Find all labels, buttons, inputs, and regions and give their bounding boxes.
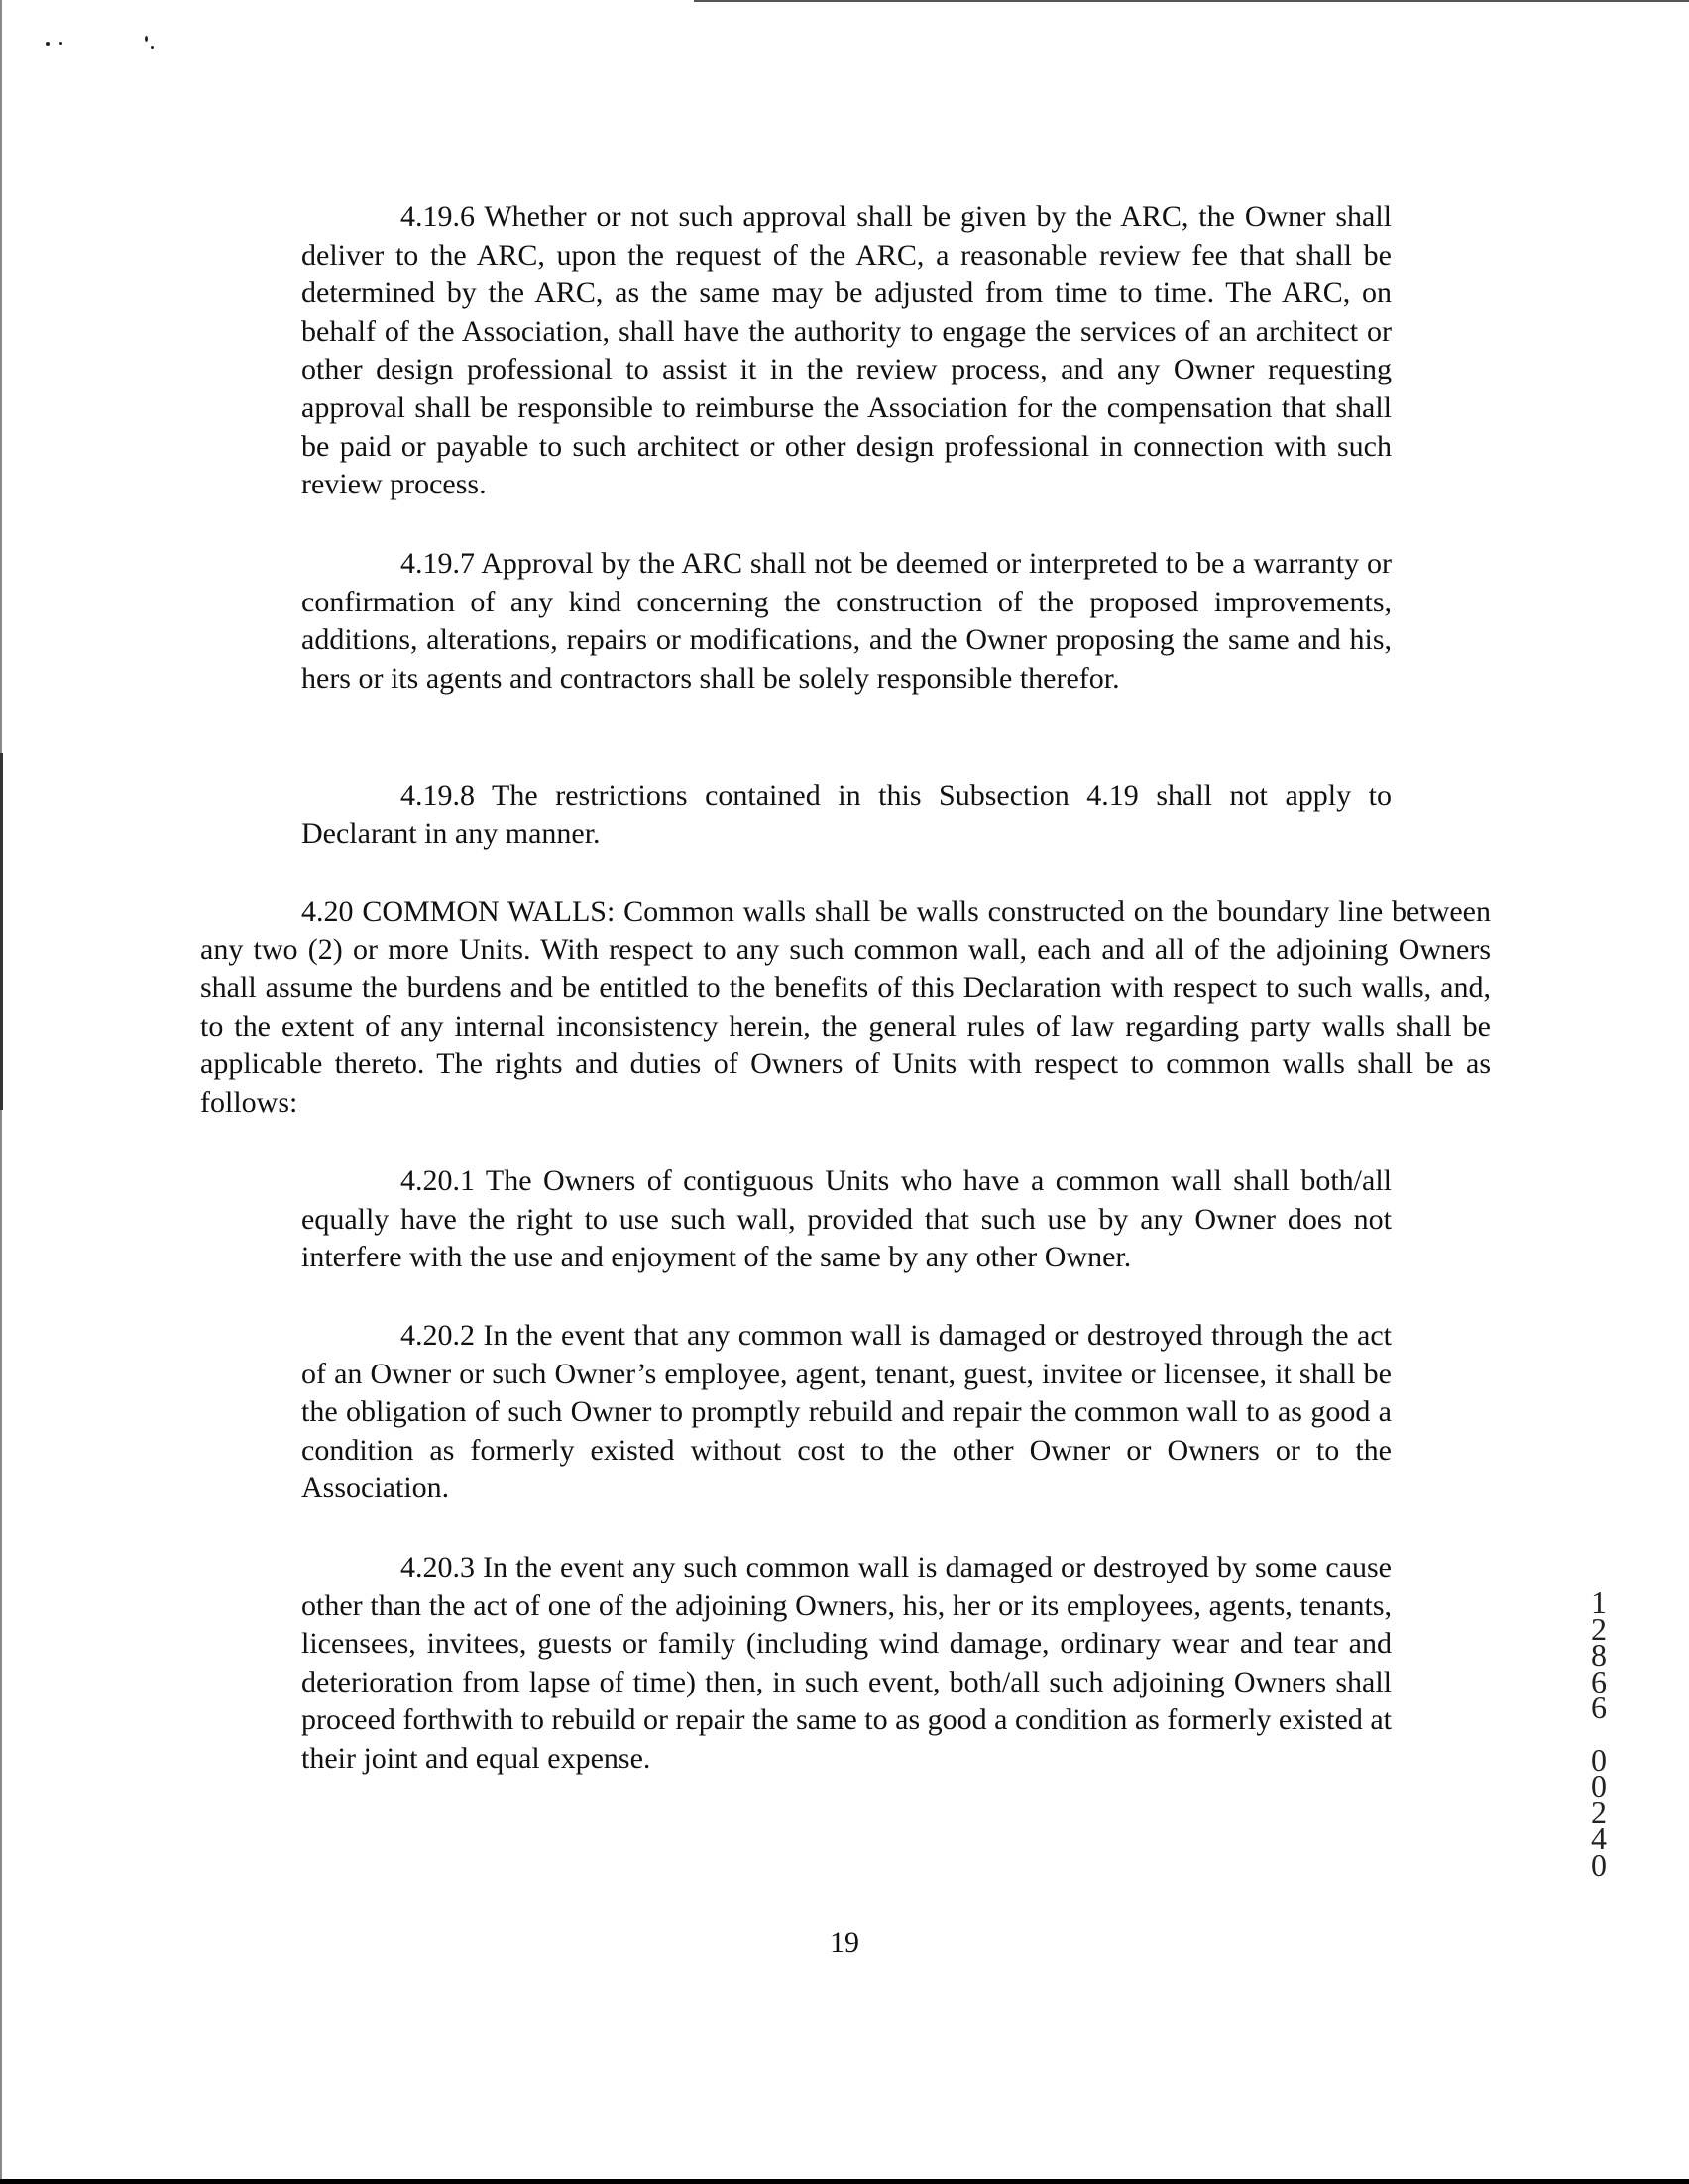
recording-digit: 0	[1591, 1741, 1607, 1778]
page-number: 19	[830, 1926, 859, 1959]
recording-digit: 0	[1591, 1768, 1607, 1803]
paragraph-4-20-common-walls: 4.20 COMMON WALLS: Common walls shall be walls constructed on the boundary line between any two (2) or more Units. With respect to any such common wall, each and all of the adjoining Owners shall assume the burdens and be entitled to the benefits of this Declaration with respect to such walls, and, to the extent of any internal inconsistency herein, the general rules of law regarding party walls shall be applicable thereto. The rights and duties of Owners of Units with respect to common walls shall be as follows:	[200, 895, 1491, 1119]
scan-speck	[151, 46, 154, 49]
recording-digit: 0	[1591, 1846, 1607, 1883]
recording-digit: 1	[1591, 1584, 1607, 1620]
scan-speck	[145, 36, 148, 42]
recording-digit: 2	[1591, 1610, 1607, 1647]
recording-number	[1584, 1584, 1614, 1883]
recording-digit: 8	[1591, 1637, 1607, 1673]
paragraph-4-19-6: 4.19.6 Whether or not such approval shall be given by the ARC, the Owner shall deliver to the ARC, upon the request of the ARC, a reasonable review fee that shall be determined by the ARC, as the same may be adjusted from time to time. The ARC, on behalf of the Association, shall have the authority to engage the services of an architect or other design professional to assist it in the review process, and any Owner requesting approval shall be responsible to reimburse the Association for the compensation that shall be paid or payable to such architect or other design professional in connection with such review process.	[301, 200, 1392, 501]
paragraph-4-19-8: 4.19.8 The restrictions contained in this Subsection 4.19 shall not apply to Declarant in any manner.	[301, 779, 1392, 850]
paragraph-4-20-2: 4.20.2 In the event that any common wall is damaged or destroyed through the act of an Owner or such Owner’s employee, agent, tenant, guest, invitee or licensee, it shall be the obligation of such Owner to promptly rebuild and repair the common wall to as good a condition as formerly existed without cost to the other Owner or Owners or to the Association.	[301, 1319, 1392, 1505]
scan-bottom-edge	[0, 2179, 1689, 2184]
scan-speck	[59, 42, 62, 45]
scan-speck	[46, 42, 50, 46]
paragraph-4-20-1: 4.20.1 The Owners of contiguous Units who have a common wall shall both/all equally have the right to use such wall, provided that such use by any Owner does not interfere with the use and enjoyment of the same by any other Owner.	[301, 1164, 1392, 1274]
recording-digit: 6	[1591, 1663, 1607, 1699]
paragraph-4-19-7: 4.19.7 Approval by the ARC shall not be deemed or interpreted to be a warranty or confirmation of any kind concerning the construction of the proposed improvements, additions, alterations, repairs or modifications, and the Owner proposing the same and his, hers or its agents and contractors shall be solely responsible therefor.	[301, 547, 1392, 695]
scan-left-edge-mark	[0, 753, 3, 1110]
recording-digit: 6	[1591, 1690, 1607, 1725]
recording-digit: 4	[1591, 1820, 1607, 1856]
paragraph-4-20-3: 4.20.3 In the event any such common wall is damaged or destroyed by some cause other than the act of one of the adjoining Owners, his, her or its employees, agents, tenants, licensees, invitees, guests or family (including wind damage, ordinary wear and tear and deterioration from lapse of time) then, in such event, both/all such adjoining Owners shall proceed forthwith to rebuild or repair the same to as good a condition as formerly existed at their joint and equal expense.	[301, 1551, 1392, 1775]
scan-top-edge	[694, 0, 1689, 2]
recording-digit: 2	[1591, 1794, 1607, 1830]
